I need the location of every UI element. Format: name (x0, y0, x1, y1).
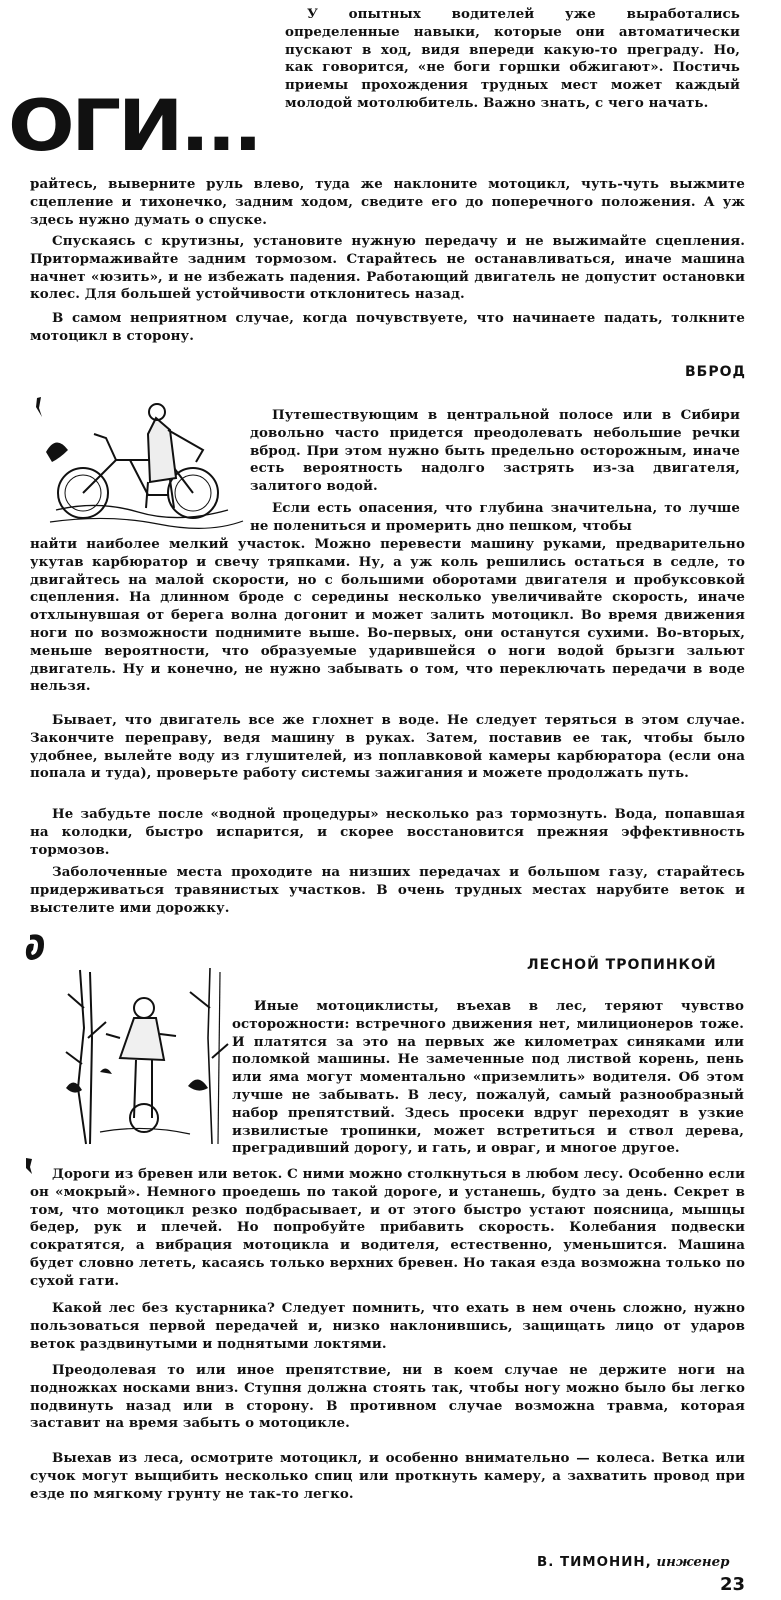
author-signature (537, 1554, 730, 1570)
paragraph-vbrod-crossing: найти наиболее мелкий участок. Можно перевести машину руками, предварительно укутав карбюратор и свечу тряпками. Ну, а уж коль решились остаться в седле, то двигайтесь на малой скорости, но с большими оборотами двигателя и пробуксовкой сцепления. На длинном броде с середины несколько увеличивайте скорость, иначе отхлынувшая от берега волна догонит и может залить мотоцикл. Во время движения ноги по возможности поднимите выше. Во-первых, они останутся сухими. Во-вторых, меньше вероятности, что образуемые ударившейся о ноги водой брызги зальют двигатель. Ну и конечно, не нужно забывать о том, что переключать передачи в воде нельзя. (30, 536, 745, 695)
author-role: инженер (656, 1554, 730, 1570)
section-title-forest: ЛЕСНОЙ ТРОПИНКОЙ (527, 957, 717, 973)
paragraph-vbrod-stall: Бывает, что двигатель все же глохнет в воде. Не следует теряться в этом случае. Закончите переправу, ведя машину в руках. Затем, поставив ее так, чтобы было удобнее, вылейте воду из глушителей, из поплавковой камеры карбюратора (если она попала и туда), проверьте работу системы зажигания и можете продолжать путь. (30, 712, 745, 782)
section-title-vbrod: ВБРОД (685, 364, 746, 380)
paragraph-vbrod-brakes: Не забудьте после «водной процедуры» несколько раз тормознуть. Вода, попавшая на колодки, быстро испарится, и скорее восстановится прежняя эффективность тормозов. (30, 806, 745, 858)
paragraph-forest-inspection: Выехав из леса, осмотрите мотоцикл, и особенно внимательно — колеса. Ветка или сучок могут выщибить несколько спиц или проткнуть камеру, а захватить провод при езде по мягкому грунту не так-то легко. (30, 1450, 745, 1502)
paragraph-falling: В самом неприятном случае, когда почувствуете, что начинаете падать, толкните мотоцикл в сторону. (30, 310, 745, 344)
paragraph-turn-around: райтесь, выверните руль влево, туда же наклоните мотоцикл, чуть-чуть выжмите сцепление и тихонечко, задним ходом, сведите его до поперечного положения. А уж здесь нужно думать о спуске. (30, 176, 745, 228)
paragraph-forest-bushes: Какой лес без кустарника? Следует помнить, что ехать в нем очень сложно, нужно пользоваться первой передачей и, низко наклонившись, защищать лицо от ударов веток раздвинутыми и поднятыми локтями. (30, 1300, 745, 1352)
intro-paragraph: У опытных водителей уже выработались определенные навыки, которые они автоматически пускают в ход, видя впереди какую-то преграду. Но, как говорится, «не боги горшки обжигают». Постичь приемы прохождения трудных мест может каждый молодой мотолюбитель. Важно знать, с чего начать. (285, 6, 740, 111)
paragraph-forest-logs: Дороги из бревен или веток. С ними можно столкнуться в любом лесу. Особенно если он «мокрый». Немного проедешь по такой дороге, и устанешь, будто за день. Секрет в том, что мотоцикл резко подбрасывает, и от этого быстро устают поясница, мышцы бедер, рук и плечей. Но попробуйте прибавить скорость. Колебания подвески сократятся, а вибрация мотоцикла и водителя, естественно, уменьшится. Машина будет словно лететь, касаясь только верхних бревен. Но такая езда возможна только по сухой гати. (30, 1166, 745, 1289)
paragraph-vbrod-depth: Если есть опасения, что глубина значительна, то лучше не полениться и промерить дно пешком, чтобы (250, 500, 740, 534)
paragraph-vbrod-swamp: Заболоченные места проходите на низших передачах и большом газу, старайтесь придерживаться травянистых участков. В очень трудных местах нарубите веток и выстелите ими дорожку. (30, 864, 745, 916)
paragraph-forest-feet: Преодолевая то или иное препятствие, ни в коем случае не держите ноги на подножках носками вниз. Ступня должна стоять так, чтобы ногу можно было бы легко подвинуть назад или в сторону. В противном случае возможна травма, которая заставит на время забыть о мотоцикле. (30, 1362, 745, 1432)
forest-path-illustration (60, 968, 230, 1148)
river-crossing-illustration (38, 400, 248, 530)
paragraph-vbrod-intro: Путешествующим в центральной полосе или в Сибири довольно часто придется преодолевать небольшие речки вброд. При этом нужно быть предельно осторожным, иначе есть вероятность надолго застрять из-за двигателя, залитого водой. (250, 407, 740, 495)
paragraph-descent: Спускаясь с крутизны, установите нужную передачу и не выжимайте сцепления. Притормаживайте задним тормозом. Старайтесь не останавливаться, иначе машина начнет «юзить», и не избежать падения. Работающий двигатель не допустит остановки колес. Для большей устойчивости отклонитесь назад. (30, 233, 745, 303)
headline: ОГИ... (8, 85, 260, 167)
page-number: 23 (719, 1574, 745, 1595)
paragraph-forest-intro: Иные мотоциклисты, въехав в лес, теряют чувство осторожности: встречного движения нет, милиционеров тоже. И платятся за это на первых же километрах синяками или поломкой машины. Не замеченные под листвой корень, пень или яма могут моментально «приземлить» водителя. Об этом лучше не забывать. В лесу, пожалуй, самый разнообразный набор препятствий. Здесь просеки вдруг переходят в узкие извилистые тропинки, может встретиться и ствол дерева, преградивший дорогу, и гать, и овраг, и многое другое. (232, 998, 744, 1157)
mark-icon (22, 932, 48, 966)
author-name: В. ТИМОНИН, (537, 1555, 652, 1570)
